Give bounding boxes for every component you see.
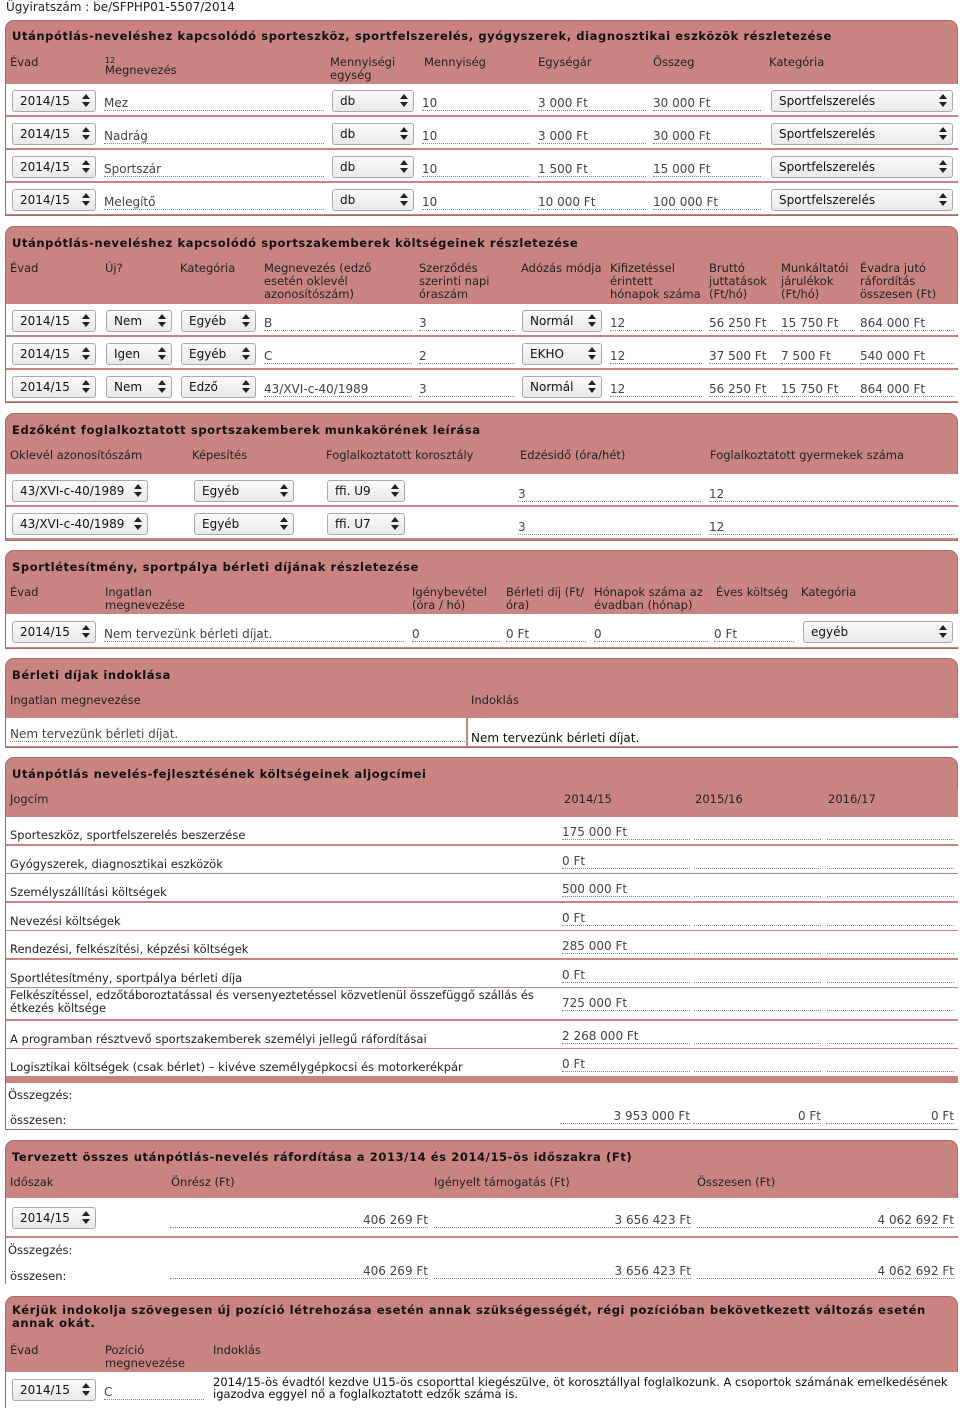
total-sum: 4 062 692 Ft	[697, 1264, 954, 1279]
total-label: összesen:	[10, 1113, 67, 1127]
col-price: Egységár	[538, 55, 592, 69]
col-sum: Összeg	[653, 55, 695, 69]
value-2015-field[interactable]	[694, 939, 821, 954]
col-name: Megnevezés (edző esetén oklevél azonosítószám)	[264, 261, 372, 301]
name-field[interactable]: Mez	[104, 96, 324, 111]
sum-field: 30 000 Ft	[653, 96, 761, 111]
value-2014-field[interactable]: 500 000 Ft	[562, 882, 690, 897]
value-2014-field[interactable]: 725 000 Ft	[562, 996, 690, 1011]
total-support: 3 656 423 Ft	[434, 1264, 691, 1279]
document-id: Ügyiratszám : be/SFPHP01-5507/2014	[6, 0, 235, 14]
col-months: Kifizetéssel érintett hónapok száma	[610, 261, 701, 301]
total-field: 864 000 Ft	[860, 316, 954, 331]
total-field: 864 000 Ft	[860, 382, 954, 397]
price-field[interactable]: 1 500 Ft	[538, 162, 646, 177]
qty-field[interactable]: 10	[422, 96, 530, 111]
justification-text[interactable]: Nem tervezünk bérleti díjat.	[471, 731, 640, 745]
section-title: Utánpótlás nevelés-fejlesztésének költségeinek aljogcímei	[12, 767, 427, 781]
section-title: Tervezett összes utánpótlás-nevelés ráfordítása a 2013/14 és 2014/15-ös időszakra (Ft)	[12, 1150, 633, 1164]
gross-field[interactable]: 37 500 Ft	[709, 349, 777, 364]
new-select[interactable]: Nem	[106, 310, 172, 332]
evad-select[interactable]: 2014/15	[12, 189, 96, 211]
property-field[interactable]: Nem tervezünk bérleti díjat.	[104, 627, 404, 642]
category-select[interactable]: egyéb	[803, 621, 953, 643]
col-hours: Szerződés szerinti napi óraszám	[419, 261, 490, 301]
value-2014-field[interactable]: 285 000 Ft	[562, 939, 690, 954]
contrib-field: 15 750 Ft	[781, 382, 855, 397]
col-rent: Bérleti díj (Ft/óra)	[506, 585, 585, 612]
section-title: Sportlétesítmény, sportpálya bérleti díjának részletezése	[12, 560, 419, 574]
col-megnevezes: Megnevezés	[105, 63, 177, 77]
col-property: Ingatlan megnevezése	[10, 693, 141, 707]
evad-select[interactable]: 2014/15	[12, 123, 96, 145]
own-field[interactable]: 406 269 Ft	[170, 1213, 428, 1228]
col-gross: Bruttó juttatások (Ft/hó)	[709, 261, 767, 301]
contrib-field: 7 500 Ft	[781, 349, 855, 364]
col-qty: Mennyiség	[424, 55, 486, 69]
hours-field[interactable]: 3	[419, 316, 515, 331]
evad-select[interactable]: 2014/15	[12, 1207, 96, 1229]
total-2014: 3 953 000 Ft	[560, 1109, 690, 1124]
price-field[interactable]: 10 000 Ft	[538, 195, 646, 210]
sum-field: 30 000 Ft	[653, 129, 761, 144]
value-2016-field[interactable]	[827, 825, 954, 840]
qualification-select[interactable]: Egyéb	[194, 480, 294, 502]
evad-select[interactable]: 2014/15	[12, 156, 96, 178]
qty-field[interactable]: 10	[422, 129, 530, 144]
col-justification: Indoklás	[213, 1343, 261, 1357]
total-own: 406 269 Ft	[170, 1264, 428, 1279]
total-2016: 0 Ft	[826, 1109, 954, 1124]
sum-field: 100 000 Ft	[653, 195, 761, 210]
justification-text[interactable]: 2014/15-ös évadtól kezdve U15-ös csoporttal kiegészülve, öt korosztállyal foglalkozunk. A csoportok számának emelkedésének igazodva eggyel nő a foglalkoztatott edzők száma is.	[213, 1375, 948, 1401]
name-field[interactable]: Sportszár	[104, 162, 324, 177]
value-2016-field[interactable]	[827, 882, 954, 897]
value-2015-field[interactable]	[694, 911, 821, 926]
evad-select[interactable]: 2014/15	[12, 1379, 96, 1401]
jogcim-label: Logisztikai költségek (csak bérlet) – kivéve személygépkocsi és motorkerékpár	[10, 1060, 463, 1074]
support-field[interactable]: 3 656 423 Ft	[434, 1213, 691, 1228]
evad-select[interactable]: 2014/15	[12, 90, 96, 112]
jogcim-label: Nevezési költségek	[10, 914, 121, 928]
value-2015-field[interactable]	[694, 825, 821, 840]
evad-select[interactable]: 2014/15	[12, 376, 96, 398]
category-select[interactable]: Sportfelszerelés	[771, 90, 953, 112]
value-2015-field[interactable]	[694, 854, 821, 869]
category-select[interactable]: Egyéb	[181, 310, 256, 332]
col-sum: Összesen (Ft)	[697, 1175, 776, 1189]
col-contrib: Munkáltatói járulékok (Ft/hó)	[781, 261, 849, 301]
jogcim-label: Gyógyszerek, diagnosztikai eszközök	[10, 857, 223, 871]
section-title: Utánpótlás-neveléshez kapcsolódó sportszakemberek költségeinek részletezése	[12, 236, 579, 250]
hours-field[interactable]: 2	[419, 349, 515, 364]
col-annual-cost: Éves költség	[716, 585, 789, 599]
value-2014-field[interactable]: 0 Ft	[562, 1057, 690, 1072]
col-position: Pozíció megnevezése	[105, 1343, 186, 1370]
price-field[interactable]: 3 000 Ft	[538, 129, 646, 144]
col-months: Hónapok száma az évadban (hónap)	[594, 585, 703, 612]
jogcim-label: Rendezési, felkészítési, képzési költségek	[10, 942, 249, 956]
training-time-field[interactable]: 3	[518, 487, 701, 502]
col-property: Ingatlan megnevezése	[105, 585, 186, 612]
summary-label: Összegzés:	[8, 1088, 73, 1102]
col-2014: 2014/15	[564, 792, 612, 806]
section-title: Kérjük indokolja szövegesen új pozíció létrehozása esetén annak szükségességét, régi pozícióban bekövetkezett változás esetén annak okát.	[12, 1303, 926, 1330]
hours-field[interactable]: 3	[419, 382, 515, 397]
category-select[interactable]: Sportfelszerelés	[771, 189, 953, 211]
col-category: Kategória	[769, 55, 825, 69]
unit-select[interactable]: db	[332, 156, 414, 178]
col-own: Önrész (Ft)	[171, 1175, 235, 1189]
col-note: 12	[105, 56, 116, 65]
value-2015-field[interactable]	[694, 996, 821, 1011]
name-field[interactable]: Melegítő	[104, 195, 324, 210]
unit-select[interactable]: db	[332, 90, 414, 112]
property-field[interactable]: Nem tervezünk bérleti díjat.	[10, 727, 465, 742]
summary-label: Összegzés:	[8, 1243, 73, 1257]
unit-select[interactable]: db	[332, 123, 414, 145]
col-evad: Évad	[10, 585, 39, 599]
value-2014-field[interactable]: 0 Ft	[562, 911, 690, 926]
col-period: Időszak	[10, 1175, 54, 1189]
age-group-select[interactable]: ffi. U9	[327, 480, 405, 502]
tax-select[interactable]: EKHO	[522, 343, 602, 365]
section-title: Utánpótlás-neveléshez kapcsolódó sporteszköz, sportfelszerelés, gyógyszerek, diagnosztikai eszközök részletezése	[12, 29, 832, 43]
col-category: Kategória	[180, 261, 236, 275]
total-field: 540 000 Ft	[860, 349, 954, 364]
tax-select[interactable]: Normál	[522, 310, 602, 332]
new-select[interactable]: Igen	[106, 343, 172, 365]
value-2016-field[interactable]	[827, 939, 954, 954]
value-2016-field[interactable]	[827, 911, 954, 926]
value-2015-field[interactable]	[694, 1057, 821, 1072]
col-evad: Évad	[10, 55, 39, 69]
col-category: Kategória	[801, 585, 857, 599]
value-2014-field[interactable]: 2 268 000 Ft	[562, 1029, 690, 1044]
col-unit: Mennyiségi egység	[330, 55, 396, 82]
months-field[interactable]: 12	[610, 349, 702, 364]
diploma-select[interactable]: 43/XVI-c-40/1989	[12, 513, 148, 535]
sum-field: 4 062 692 Ft	[697, 1213, 954, 1228]
section-title: Bérleti díjak indoklása	[12, 668, 171, 682]
value-2015-field[interactable]	[694, 1029, 821, 1044]
annual-cost-field: 0 Ft	[714, 627, 794, 642]
jogcim-label: Személyszállítási költségek	[10, 885, 167, 899]
value-2016-field[interactable]	[827, 1057, 954, 1072]
section-title: Edzőként foglalkoztatott sportszakemberek munkakörének leírása	[12, 423, 481, 437]
value-2014-field[interactable]: 175 000 Ft	[562, 825, 690, 840]
name-field[interactable]: C	[264, 349, 412, 364]
total-label: összesen:	[10, 1269, 67, 1283]
gross-field[interactable]: 56 250 Ft	[709, 382, 777, 397]
evad-select[interactable]: 2014/15	[12, 621, 96, 643]
new-select[interactable]: Nem	[106, 376, 172, 398]
position-field[interactable]: C	[104, 1385, 204, 1400]
col-usage: Igénybevétel (óra / hó)	[412, 585, 487, 612]
value-2016-field[interactable]	[827, 968, 954, 983]
name-field[interactable]: 43/XVI-c-40/1989	[264, 382, 412, 397]
sum-field: 15 000 Ft	[653, 162, 761, 177]
evad-select[interactable]: 2014/15	[12, 310, 96, 332]
col-new: Új?	[105, 261, 123, 275]
col-justification: Indoklás	[471, 693, 519, 707]
qty-field[interactable]: 10	[422, 195, 530, 210]
value-2016-field[interactable]	[827, 854, 954, 869]
contrib-field: 15 750 Ft	[781, 316, 855, 331]
diploma-select[interactable]: 43/XVI-c-40/1989	[12, 480, 148, 502]
value-2015-field[interactable]	[694, 882, 821, 897]
value-2015-field[interactable]	[694, 968, 821, 983]
col-children: Foglalkoztatott gyermekek száma	[710, 448, 905, 462]
qty-field[interactable]: 10	[422, 162, 530, 177]
training-time-field[interactable]: 3	[518, 520, 701, 535]
months-field[interactable]: 12	[610, 382, 702, 397]
col-total: Évadra jutó ráfordítás összesen (Ft)	[860, 261, 937, 301]
price-field[interactable]: 3 000 Ft	[538, 96, 646, 111]
col-evad: Évad	[10, 261, 39, 275]
children-field[interactable]: 12	[709, 520, 954, 535]
unit-select[interactable]: db	[332, 189, 414, 211]
age-group-select[interactable]: ffi. U7	[327, 513, 405, 535]
jogcim-label: Felkészítéssel, edzőtáboroztatással és versenyeztetéssel közvetlenül összefüggő szállás és étkezés költsége	[10, 988, 534, 1015]
col-support: Igényelt támogatás (Ft)	[434, 1175, 570, 1189]
value-2014-field[interactable]: 0 Ft	[562, 968, 690, 983]
qualification-select[interactable]: Egyéb	[194, 513, 294, 535]
category-select[interactable]: Sportfelszerelés	[771, 123, 953, 145]
gross-field[interactable]: 56 250 Ft	[709, 316, 777, 331]
value-2016-field[interactable]	[827, 1029, 954, 1044]
children-field[interactable]: 12	[709, 487, 954, 502]
col-2015: 2015/16	[695, 792, 743, 806]
col-training-time: Edzésidő (óra/hét)	[520, 448, 626, 462]
value-2016-field[interactable]	[827, 996, 954, 1011]
name-field[interactable]: B	[264, 316, 412, 331]
category-select[interactable]: Sportfelszerelés	[771, 156, 953, 178]
name-field[interactable]: Nadrág	[104, 129, 324, 144]
value-2014-field[interactable]: 0 Ft	[562, 854, 690, 869]
evad-select[interactable]: 2014/15	[12, 343, 96, 365]
jogcim-label: Sporteszköz, sportfelszerelés beszerzése	[10, 828, 246, 842]
col-diploma: Oklevél azonosítószám	[10, 448, 143, 462]
months-field[interactable]: 0	[594, 627, 708, 642]
col-jogcim: Jogcím	[10, 792, 49, 806]
tax-select[interactable]: Normál	[522, 376, 602, 398]
col-2016: 2016/17	[828, 792, 876, 806]
months-field[interactable]: 12	[610, 316, 702, 331]
category-select[interactable]: Edző	[181, 376, 256, 398]
total-2015: 0 Ft	[693, 1109, 821, 1124]
jogcim-label: Sportlétesítmény, sportpálya bérleti díja	[10, 971, 243, 985]
rent-field[interactable]: 0 Ft	[506, 627, 586, 642]
category-select[interactable]: Egyéb	[181, 343, 256, 365]
jogcim-label: A programban résztvevő sportszakemberek személyi jellegű ráfordításai	[10, 1032, 427, 1046]
col-qualification: Képesítés	[192, 448, 248, 462]
col-age-group: Foglalkoztatott korosztály	[326, 448, 474, 462]
usage-field[interactable]: 0	[412, 627, 500, 642]
col-evad: Évad	[10, 1343, 39, 1357]
col-tax: Adózás módja	[521, 261, 602, 275]
